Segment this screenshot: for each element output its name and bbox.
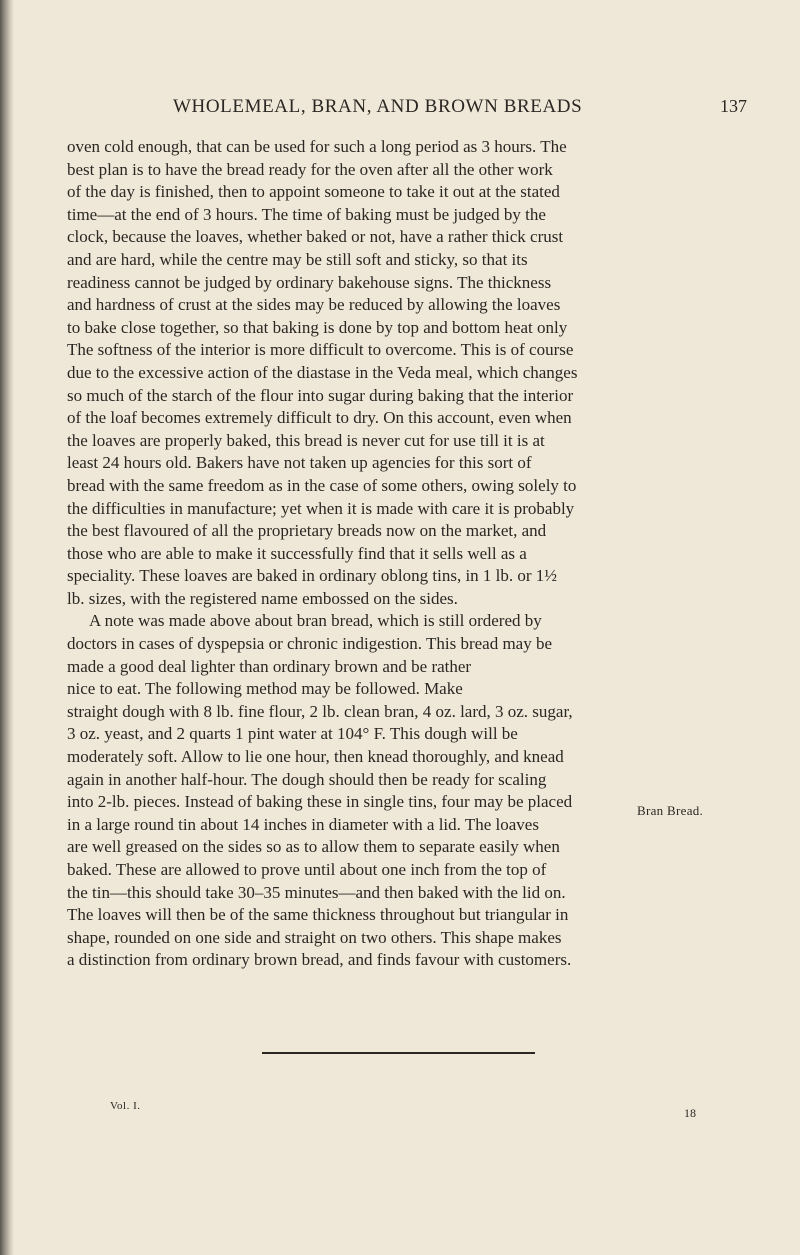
body-line: The loaves will then be of the same thickness throughout but triangular in xyxy=(67,905,569,925)
body-line: A note was made above about bran bread, which is still ordered by xyxy=(89,611,542,631)
body-text xyxy=(67,136,748,972)
body-line: are well greased on the sides so as to allow them to separate easily when xyxy=(67,837,560,857)
body-line: lb. sizes, with the registered name embossed on the sides. xyxy=(67,588,458,608)
body-line: the difficulties in manufacture; yet when it is made with care it is probably xyxy=(67,498,575,518)
signature-number: 18 xyxy=(684,1106,696,1120)
body-line: baked. These are allowed to prove until about one inch from the top of xyxy=(67,860,547,879)
body-line: best plan is to have the bread ready for the oven after all the other work xyxy=(67,159,553,179)
body-line: due to the excessive action of the diastase in the Veda meal, which changes xyxy=(67,362,578,382)
body-line: doctors in cases of dyspepsia or chronic indigestion. This bread may be xyxy=(67,634,553,654)
body-line: the best flavoured of all the proprietary breads now on the market, and xyxy=(67,521,547,541)
margin-note: Bran Bread. xyxy=(637,803,704,818)
body-line: of the day is finished, then to appoint someone to take it out at the stated xyxy=(67,182,560,202)
body-line: bread with the same freedom as in the case of some others, owing solely to xyxy=(67,475,577,495)
body-line: of the loaf becomes extremely difficult to dry. On this account, even when xyxy=(67,408,572,428)
binding-shadow xyxy=(0,0,14,1255)
page-header xyxy=(0,96,800,120)
body-line: least 24 hours old. Bakers have not taken up agencies for this sort of xyxy=(67,453,532,473)
body-line: speciality. These loaves are baked in ordinary oblong tins, in 1 lb. or 1½ xyxy=(67,566,558,586)
body-line: a distinction from ordinary brown bread, and finds favour with customers. xyxy=(67,950,572,970)
body-line: The softness of the interior is more difficult to overcome. This is of course xyxy=(67,340,574,360)
body-line: nice to eat. The following method may be followed. Make xyxy=(67,679,463,699)
body-line: in a large round tin about 14 inches in diameter with a lid. The loaves xyxy=(67,814,539,834)
body-line: into 2-lb. pieces. Instead of baking these in single tins, four may be placed xyxy=(67,792,573,812)
body-line: clock, because the loaves, whether baked or not, have a rather thick crust xyxy=(67,227,564,247)
body-line: those who are able to make it successfully find that it sells well as a xyxy=(67,543,527,563)
body-line: oven cold enough, that can be used for such a long period as 3 hours. The xyxy=(67,137,567,156)
body-line: readiness cannot be judged by ordinary bakehouse signs. The thickness xyxy=(67,272,552,292)
volume-signature: Vol. I. xyxy=(110,1100,141,1112)
body-line: and are hard, while the centre may be still soft and sticky, so that its xyxy=(67,249,528,269)
body-line: so much of the starch of the flour into sugar during baking that the interior xyxy=(67,385,574,405)
page-number: 137 xyxy=(720,96,747,116)
body-line: time—at the end of 3 hours. The time of baking must be judged by the xyxy=(67,204,546,224)
running-head: WHOLEMEAL, BRAN, AND BROWN BREADS xyxy=(173,96,583,117)
body-line: moderately soft. Allow to lie one hour, then knead thoroughly, and knead xyxy=(67,747,564,767)
body-line: 3 oz. yeast, and 2 quarts 1 pint water at 104° F. This dough will be xyxy=(67,724,518,744)
body-line: shape, rounded on one side and straight on two others. This shape makes xyxy=(67,927,562,947)
body-line: again in another half-hour. The dough should then be ready for scaling xyxy=(67,769,547,789)
body-line: the loaves are properly baked, this bread is never cut for use till it is at xyxy=(67,430,545,450)
footer-rule xyxy=(262,1052,535,1054)
body-line: to bake close together, so that baking is done by top and bottom heat only xyxy=(67,317,568,337)
body-line: made a good deal lighter than ordinary brown and be rather xyxy=(67,656,472,676)
body-line: the tin—this should take 30–35 minutes—and then baked with the lid on. xyxy=(67,882,566,902)
body-line: straight dough with 8 lb. fine flour, 2 lb. clean bran, 4 oz. lard, 3 oz. sugar, xyxy=(67,701,573,721)
body-line: and hardness of crust at the sides may be reduced by allowing the loaves xyxy=(67,295,561,315)
